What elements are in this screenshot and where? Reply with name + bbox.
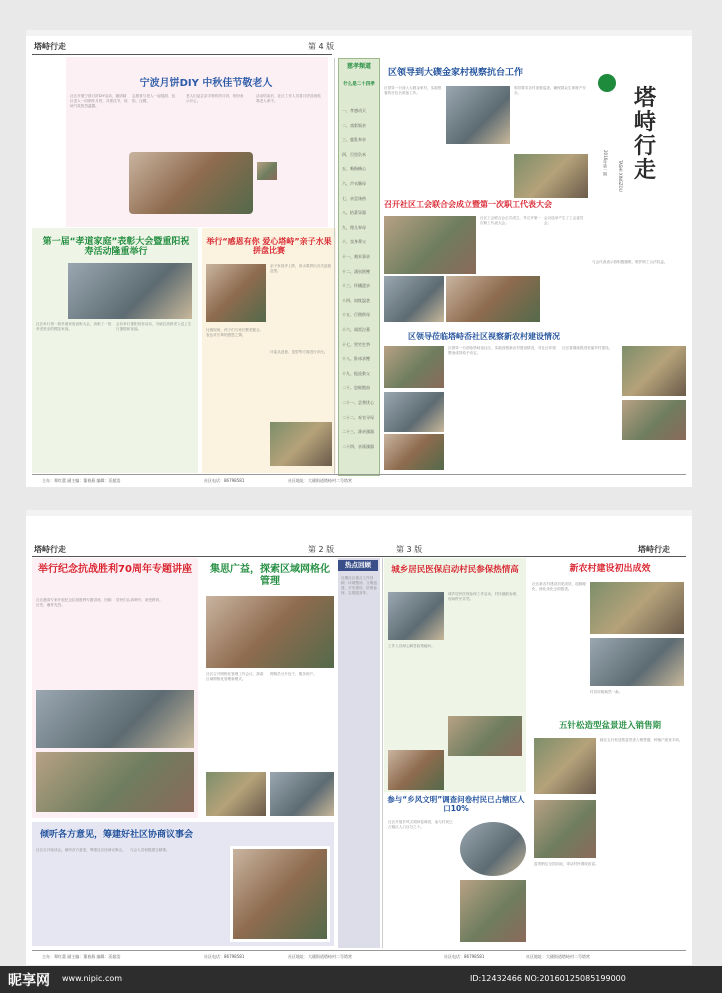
toc-item: 十二、涌泉跃鲤 bbox=[342, 268, 370, 274]
hotspot-body: 近期社区重点工作回顾：环境整治、文明创建、平安建设、医保参保、志愿服务等。 bbox=[341, 576, 377, 595]
bonsai-photo-1 bbox=[534, 738, 596, 794]
toc-item: 十四、扇枕温衾 bbox=[342, 297, 370, 303]
mooncake-body-4: 活动结束后，社区工作人员将月饼送到孤寡老人家中。 bbox=[256, 94, 321, 103]
bonsai-body-1: 辖区五针松造型盆景进入销售期，种植户迎来丰收。 bbox=[600, 738, 683, 742]
fruit-photo-2 bbox=[270, 422, 332, 466]
mooncake-photo-small bbox=[257, 162, 277, 180]
toc-item: 一、孝感动天 bbox=[342, 108, 366, 113]
union-photo-1 bbox=[384, 216, 476, 274]
grid-body-2: 网格员分片包干，服务到户。 bbox=[270, 672, 317, 676]
hotspot-title: 热点回顾 bbox=[338, 560, 378, 571]
fruit-body-1: 亲子家庭齐上阵，用水果拼出各式创意造型。 bbox=[270, 264, 332, 273]
bottom-footer-rule bbox=[32, 950, 686, 951]
fruit-body-2: 比赛现场，孩子们与家长默契配合，表达对长辈的感恩之情。 bbox=[206, 328, 264, 337]
masthead-issue: 2016年第一期 bbox=[603, 150, 608, 177]
medical-photo-3 bbox=[448, 716, 522, 756]
union-body-3: 与会代表表示将积极履职，维护职工合法权益。 bbox=[592, 260, 668, 264]
toc-panel bbox=[338, 58, 380, 476]
village-photo-4 bbox=[384, 434, 444, 470]
newvillage-body-1: 社区新农村建设初见成效，道路硬化、绿化美化全面推进。 bbox=[532, 582, 586, 591]
toc-item: 十九、扼虎救父 bbox=[342, 370, 370, 376]
center-separator bbox=[334, 58, 335, 474]
toc-item: 二十一、尝粪忧心 bbox=[342, 400, 374, 405]
newvillage-body-2: 村容村貌焕然一新。 bbox=[590, 690, 623, 694]
union-body-1: 社区工会联合会正式成立，并召开第一次职工代表大会。 bbox=[480, 216, 542, 225]
header-rule bbox=[32, 54, 332, 55]
watermark-logo: 昵享网 bbox=[8, 973, 50, 989]
medical-photo-2 bbox=[388, 750, 444, 790]
toc-item: 四、百里负米 bbox=[342, 151, 366, 157]
toc-item: 九、埋儿奉母 bbox=[342, 224, 366, 230]
village-photo-5 bbox=[622, 400, 686, 440]
masthead-title: 塔峙行走 bbox=[633, 85, 656, 183]
footer-phone: 社区电话：86798581 bbox=[204, 478, 245, 483]
mooncake-body-3: 老人们品尝亲手制作的月饼，纷纷表示开心。 bbox=[186, 94, 244, 103]
leader-body-2: 领导要求各村加强巡查，确保群众生命财产安全。 bbox=[514, 86, 586, 95]
war-body-2: 居民们认真聆听，深受教育。 bbox=[116, 598, 163, 602]
toc-subheader: 什么是二十四孝 bbox=[343, 82, 375, 87]
newvillage-title: 新农村建设初出成效 bbox=[569, 564, 651, 574]
consult-body-2: 与会人员积极建言献策。 bbox=[130, 848, 170, 852]
toc-item: 十五、行佣供母 bbox=[342, 312, 370, 318]
war-photo-2 bbox=[36, 752, 194, 812]
bottom-header-rule bbox=[32, 556, 686, 557]
bottom-footer-sponsor: 主办：郑红蕾 副主编：董春燕 编辑：沃超浩 bbox=[42, 954, 121, 959]
mooncake-title: 宁波月饼DIY 中秋佳节敬老人 bbox=[139, 78, 273, 89]
brand-left: 塔峙行走 bbox=[34, 41, 66, 51]
war-body-1: 社区邀请专家开展纪念抗战胜利专题讲座，回顾历史，缅怀先烈。 bbox=[36, 598, 112, 607]
toc-item: 二、戏彩娱亲 bbox=[342, 122, 366, 128]
grid-photo-2 bbox=[206, 772, 266, 816]
edition-label: 第 4 版 bbox=[308, 42, 335, 51]
survey-title: 参与“乡风文明”调查问卷村民已占辖区人口10% bbox=[387, 795, 525, 813]
survey-photo-2 bbox=[460, 880, 526, 942]
bottom-footer-phone: 社区电话：86798581 bbox=[204, 954, 245, 959]
union-photo-3 bbox=[446, 276, 540, 322]
leader-body-1: 区领导一行深入大碶金家村，实地察看防台抗台准备工作。 bbox=[384, 86, 442, 95]
union-body-2: 会议选举产生了工会委员会。 bbox=[544, 216, 584, 225]
bottom-center-separator bbox=[382, 558, 383, 948]
bottom-footer-phone-right: 社区电话：86798581 bbox=[444, 954, 485, 959]
toc-item: 六、芦衣顺母 bbox=[342, 181, 366, 186]
toc-header: 慈孝频道 bbox=[346, 63, 371, 70]
edition-right-bottom: 第 3 版 bbox=[396, 545, 423, 554]
bottom-footer-address: 社区地址：大碶街道塔峙村二号塔营 bbox=[288, 954, 352, 959]
watermark-url: www.nipic.com bbox=[62, 974, 123, 983]
village-body-1: 区领导一行莅临塔峙岙社区，实地视察新农村建设情况，对社区环境整治成效给予肯定。 bbox=[448, 346, 556, 355]
union-photo-2 bbox=[384, 276, 444, 322]
longevity-photo bbox=[68, 263, 192, 319]
top-strip bbox=[26, 30, 692, 36]
medical-photo-1 bbox=[388, 592, 444, 640]
medical-title: 城乡居民医保启动村民参保热情高 bbox=[391, 565, 519, 575]
newvillage-photo-2 bbox=[590, 638, 684, 686]
survey-photo-1 bbox=[460, 822, 526, 876]
newvillage-photo-1 bbox=[590, 582, 684, 634]
longevity-title: 第一届“孝道家庭”表彰大会暨重阳祝寿活动隆重举行 bbox=[42, 237, 190, 258]
footer-sponsor: 主办：郑红蕾 副主编：董春燕 编辑：沃超浩 bbox=[42, 478, 121, 483]
grid-body-1: 社区召开网格化管理工作会议，探索区域网格化管理新模式。 bbox=[206, 672, 264, 681]
masthead-pinyin: TASHI XINGZOU bbox=[618, 160, 623, 192]
fruit-photo-1 bbox=[206, 264, 266, 322]
bonsai-body-2: 盆景销往全国各地，带动村民增收致富。 bbox=[534, 862, 599, 866]
mooncake-photo-collage bbox=[129, 152, 253, 214]
village-photo-2 bbox=[622, 346, 686, 396]
bottom-top-strip bbox=[26, 510, 692, 516]
leader-photo bbox=[446, 86, 510, 144]
war-title: 举行纪念抗战胜利70周年专题讲座 bbox=[38, 564, 192, 575]
toc-item: 十三、怀橘遗亲 bbox=[342, 283, 370, 289]
toc-item: 五、啮指痛心 bbox=[342, 166, 366, 172]
leader-photo-2 bbox=[514, 154, 588, 198]
mooncake-body-2: 志愿者与老人一起揉面、包馅、压模。 bbox=[132, 94, 176, 103]
war-photo-1 bbox=[36, 690, 194, 748]
toc-item: 二十、恣蚊饱血 bbox=[342, 385, 370, 391]
bonsai-title: 五针松造型盆景进入销售期 bbox=[558, 721, 661, 731]
village-photo-3 bbox=[384, 392, 444, 432]
toc-item: 十、卖身葬父 bbox=[342, 239, 366, 245]
toc-item: 二十四、亲涤溺器 bbox=[342, 443, 374, 449]
medical-body-1: 城乡居民医保参保工作启动，村民踊跃参保，现场秩序井然。 bbox=[448, 592, 520, 601]
toc-item: 十八、卧冰求鲤 bbox=[342, 356, 370, 362]
union-title: 召开社区工会联合会成立暨第一次职工代表大会 bbox=[384, 200, 552, 209]
toc-item: 十一、刻木事亲 bbox=[342, 254, 370, 259]
longevity-body-2: 会后举行重阳祝寿活动，为辖区高龄老人送上生日蛋糕和祝福。 bbox=[116, 322, 192, 331]
village-photo-1 bbox=[384, 346, 444, 388]
toc-item: 二十三、涤亲溺器 bbox=[342, 429, 374, 435]
survey-body-1: 社区开展乡风文明问卷调查，参与村民已占辖区人口百分之十。 bbox=[388, 820, 453, 829]
fruit-title: 举行“感恩有你 爱心塔峙”亲子水果拼盘比赛 bbox=[206, 237, 332, 256]
watermark-id: ID:12432466 NO:20160125085199000 bbox=[470, 974, 626, 983]
consult-body-1: 社区召开座谈会，倾听各方意见，筹建社区协商议事会。 bbox=[36, 848, 126, 852]
toc-item: 十六、闻雷泣墓 bbox=[342, 327, 370, 332]
footer-rule bbox=[32, 474, 686, 475]
toc-item: 八、拾葚异器 bbox=[342, 210, 366, 216]
toc-item: 三、鹿乳奉亲 bbox=[342, 137, 366, 143]
toc-item: 七、亲尝汤药 bbox=[342, 195, 366, 201]
consult-photo bbox=[230, 846, 330, 942]
bottom-footer-address-right: 社区地址：大碶街道塔峙村二号塔营 bbox=[526, 954, 590, 959]
edition-left-bottom: 第 2 版 bbox=[308, 545, 335, 554]
consult-title: 倾听各方意见，筹建好社区协商议事会 bbox=[40, 830, 194, 840]
bonsai-photo-2 bbox=[534, 800, 596, 858]
grid-photo-1 bbox=[206, 596, 334, 668]
newspaper-bottom-sheet bbox=[26, 510, 692, 965]
tree-logo-icon bbox=[598, 74, 616, 92]
village-title: 区领导莅临塔峙岙社区视察新农村建设情况 bbox=[408, 332, 560, 341]
brand-right-bottom: 塔峙行走 bbox=[638, 544, 670, 554]
newspaper-top-sheet bbox=[26, 30, 692, 487]
longevity-body-1: 社区举行第一届孝道家庭表彰大会，表彰了一批孝老爱亲的模范家庭。 bbox=[36, 322, 112, 331]
footer-address: 社区地址：大碶街道塔峙村二号塔营 bbox=[288, 478, 352, 483]
leader-title: 区领导到大碶金家村视察抗台工作 bbox=[388, 68, 524, 78]
grid-photo-3 bbox=[270, 772, 334, 816]
brand-left-bottom: 塔峙行走 bbox=[34, 544, 66, 554]
toc-item: 二十二、弃官寻母 bbox=[342, 414, 374, 420]
medical-body-2: 工作人员耐心解答政策疑问。 bbox=[388, 644, 435, 648]
mooncake-body-1: 社区开展宁波月饼DIY活动，邀请辖区老人一同制作月饼，共度佳节，现场气氛热烈温馨。 bbox=[70, 94, 128, 108]
grid-title: 集思广益，探索区域网格化管理 bbox=[210, 564, 330, 587]
village-body-2: 社区将继续推进美丽乡村建设。 bbox=[562, 346, 613, 350]
toc-item: 十七、哭竹生笋 bbox=[342, 341, 370, 347]
fruit-body-3: 评委从创意、造型等方面进行评比。 bbox=[270, 350, 328, 354]
